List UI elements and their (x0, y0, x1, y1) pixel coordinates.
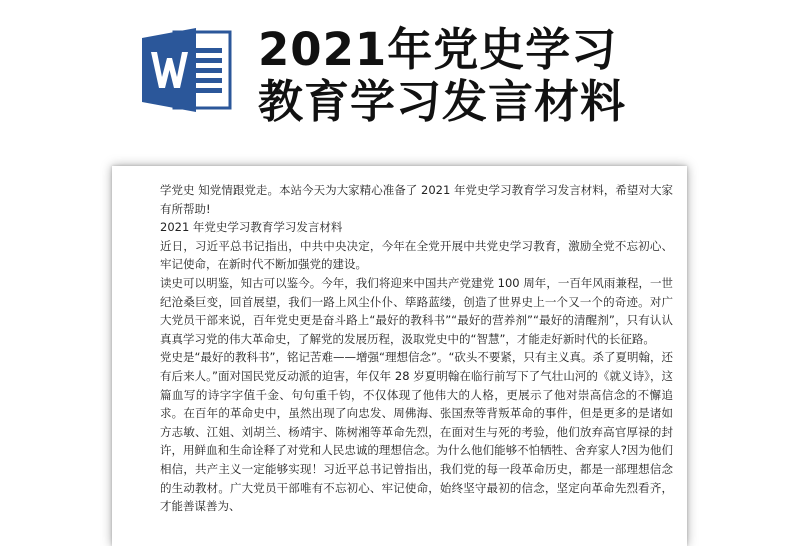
word-document-icon (140, 22, 236, 118)
document-body (112, 166, 687, 516)
title-line-1: 2021年党史学习 (258, 23, 618, 76)
document-page (112, 166, 687, 546)
body-paragraph: 党史是“最好的教科书”，铭记苦难——增强“理想信念”。“砍头不要紧，只有主义真。杀了夏明翰，还有后来人。”面对国民党反动派的迫害，年仅年 28 岁夏明翰在临行前写下了气壮山河的《就义诗》，这篇血写的诗字字值千金、句句重千钧，不仅体现了他伟大的人格，更展示了他对崇高信念的不懈追求。在百年的革命史中，虽然出现了向忠发、周佛海、张国焘等背叛革命的事件，但是更多的是诸如方志敏、江姐、刘胡兰、杨靖宇、陈树湘等革命先烈，在面对生与死的考验，他们放弃高官厚禄的封许，用鲜血和生命诠释了对党和人民忠诚的理想信念。为什么他们能够不怕牺牲、舍弃家人?因为他们相信，共产主义一定能够实现！习近平总书记曾指出，我们党的每一段革命历史，都是一部理想信念的生动教材。广大党员干部唯有不忘初心、牢记使命，始终坚守最初的信念，坚定向革命先烈看齐，才能善谋善为、 (160, 350, 673, 514)
body-paragraph: 近日，习近平总书记指出，中共中央决定，今年在全党开展中共党史学习教育，激励全党不忘初心、牢记使命，在新时代不断加强党的建设。 (160, 238, 673, 272)
document-title (258, 24, 626, 128)
body-paragraph: 读史可以明鉴，知古可以鉴今。今年，我们将迎来中国共产党建党 100 周年，一百年风雨兼程，一世纪沧桑巨变，回首展望，我们一路上风尘仆仆、筚路蓝缕，创造了世界史上一个又一个的奇迹。对广大党员干部来说，百年党史更是奋斗路上“最好的教科书”“最好的营养剂”“最好的清醒剂”，只有认认真真学习党的伟大革命史，了解党的发展历程，汲取党史中的“智慧”，才能走好新时代的长征路。 (160, 275, 673, 346)
title-line-2: 教育学习发言材料 (258, 75, 627, 128)
document-header (0, 0, 800, 160)
section-heading: 2021 年党史学习教育学习发言材料 (160, 220, 343, 235)
intro-paragraph: 学党史 知党情跟党走。本站今天为大家精心准备了 2021 年党史学习教育学习发言材料，希望对大家有所帮助! (160, 183, 673, 216)
